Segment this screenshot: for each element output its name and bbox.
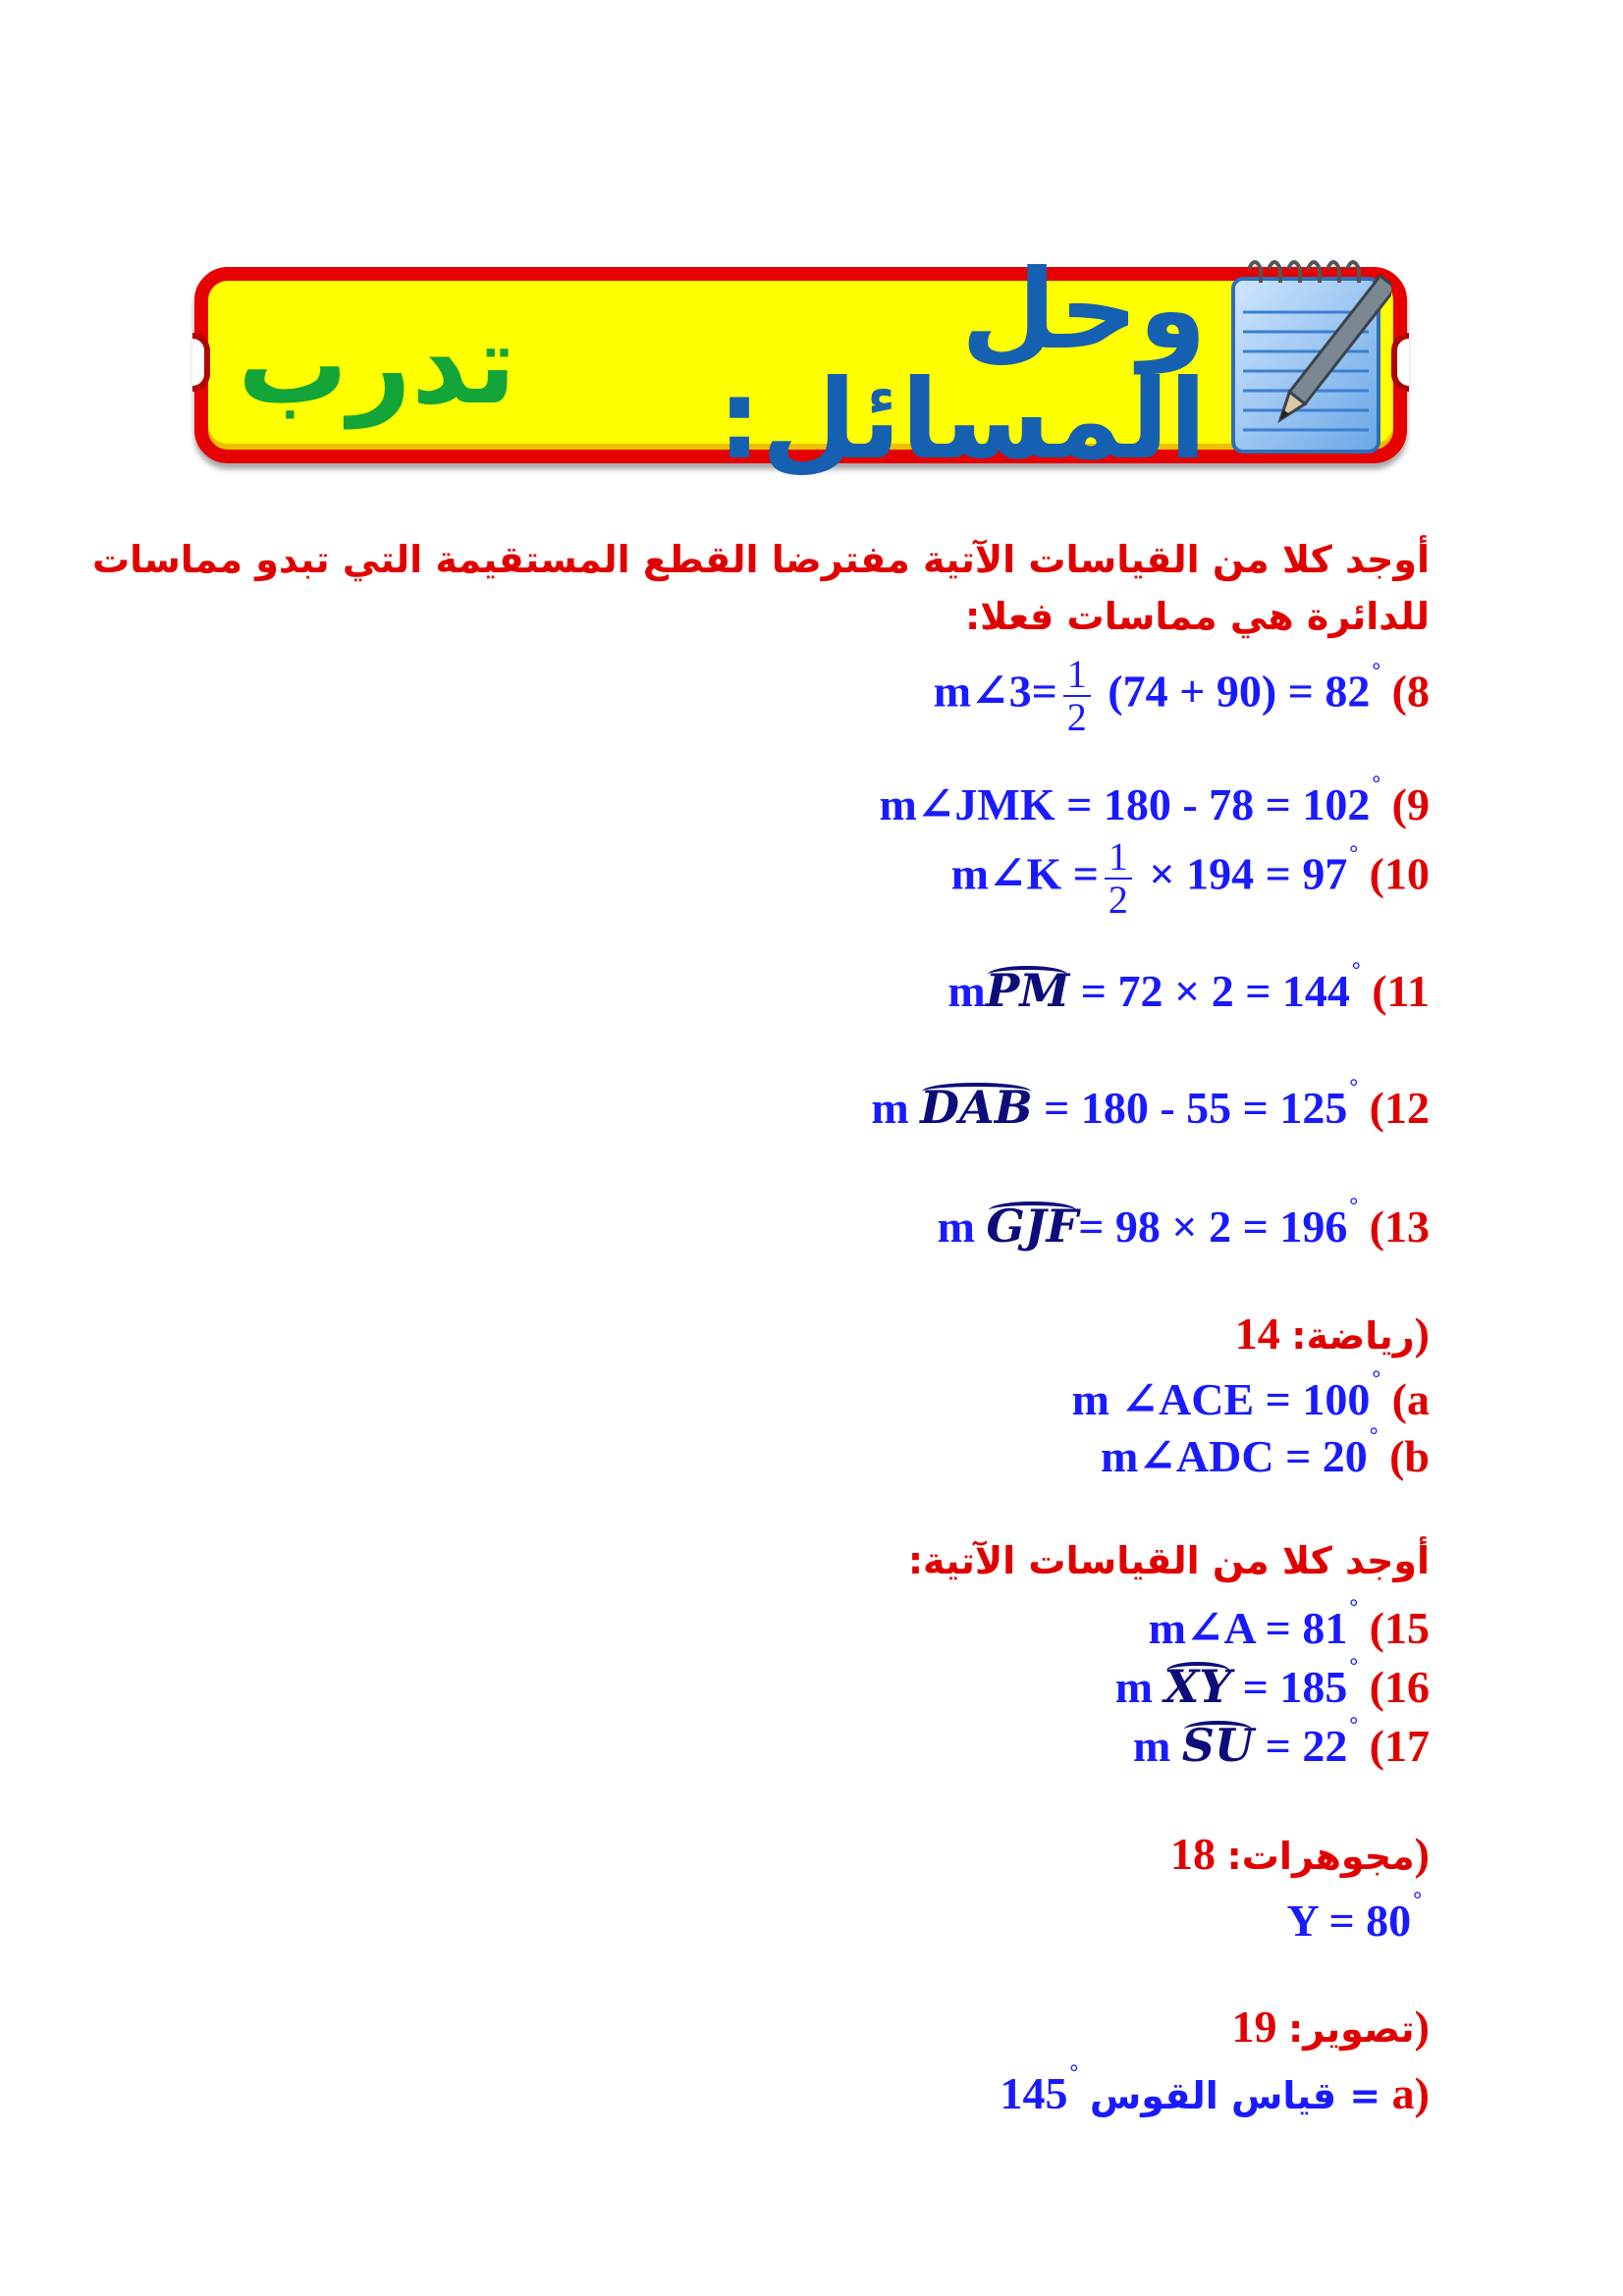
problem-15-text: m∠A = 81	[1148, 1603, 1348, 1653]
problem-16-prefix: m	[1114, 1662, 1164, 1712]
problem-8-rhs: (74 + 90) = 82	[1108, 666, 1371, 717]
problem-17-number: (17	[1369, 1721, 1430, 1771]
problem-18-answer: Y = 80°	[1286, 1887, 1422, 1946]
problem-15: m∠A = 81° (15	[1148, 1594, 1430, 1653]
problem-19a: 145° قياس القوس = a)	[1000, 2059, 1430, 2118]
problem-12: m DAB = 180 - 55 = 125° (12	[871, 1074, 1430, 1134]
problem-16: m XY = 185° (16	[1114, 1653, 1430, 1713]
problem-16-number: (16	[1369, 1662, 1430, 1712]
problem-15-number: (15	[1369, 1603, 1430, 1653]
problem-19a-value: 145	[1000, 2068, 1068, 2118]
problem-9: m∠JMK = 180 - 78 = 102° (9	[879, 771, 1430, 829]
problem-8: m∠3= $\frac{1}{2}$ (74 + 90) = 82° (8	[933, 652, 1430, 739]
section-2-heading: أوجد كلا من القياسات الآتية:	[907, 1539, 1430, 1582]
problem-17-text: = 22	[1254, 1721, 1348, 1771]
problem-16-text: = 185	[1231, 1662, 1348, 1712]
problem-14a: m ∠ACE = 100° (a	[1071, 1365, 1430, 1424]
problem-12-number: (12	[1369, 1083, 1430, 1133]
problem-9-text: m∠JMK = 180 - 78 = 102	[879, 779, 1371, 829]
problem-14a-text: m ∠ACE = 100	[1071, 1374, 1371, 1424]
problem-14b-text: m∠ADC = 20	[1101, 1431, 1368, 1481]
problem-14-number: 14)	[1234, 1308, 1430, 1359]
problem-17-prefix: m	[1132, 1721, 1182, 1771]
banner-notch-left	[192, 333, 210, 392]
problem-17: m SU = 22° (17	[1132, 1712, 1430, 1772]
problem-14b: m∠ADC = 20° (b	[1101, 1422, 1430, 1481]
arc-symbol-XY: XY	[1163, 1660, 1232, 1713]
banner-notch-right	[1391, 333, 1409, 392]
notepad-pencil-icon	[1219, 251, 1391, 462]
problem-11-text: = 72 × 2 = 144	[1069, 966, 1350, 1016]
problem-9-number: (9	[1391, 779, 1430, 829]
arc-symbol-DAB: DAB	[920, 1081, 1033, 1134]
banner-title	[238, 246, 1207, 484]
fraction-half: $\frac{1}{2}$	[1105, 836, 1132, 921]
problem-19a-label: a)	[1391, 2068, 1430, 2118]
problem-12-text: = 180 - 55 = 125	[1032, 1083, 1348, 1133]
problem-11-prefix: m	[947, 966, 986, 1016]
problem-8-number: (8	[1391, 666, 1430, 717]
fraction-half: $\frac{1}{2}$	[1063, 654, 1091, 738]
problem-18-number: 18)	[1170, 1829, 1430, 1879]
problem-19-title: تصوير:	[1288, 2007, 1415, 2051]
problem-10: m∠K = $\frac{1}{2}$ × 194 = 97° (10	[950, 834, 1430, 922]
title-banner	[194, 246, 1407, 484]
problem-10-number: (10	[1369, 848, 1430, 899]
problem-10-lhs: m∠K =	[950, 848, 1099, 899]
problem-11-number: (11	[1372, 966, 1430, 1016]
problem-19-heading	[1232, 2001, 1430, 2053]
problem-18-answer-text: Y = 80	[1286, 1896, 1412, 1946]
problem-13-number: (13	[1369, 1201, 1430, 1252]
problem-13-prefix: m	[937, 1201, 987, 1252]
problem-19-number: 19)	[1231, 2002, 1430, 2052]
problem-12-prefix: m	[871, 1083, 921, 1133]
problem-10-rhs: × 194 = 97	[1149, 848, 1348, 899]
arc-symbol-PM: PM	[985, 964, 1070, 1017]
banner-title-word1: تدرب	[238, 301, 516, 429]
intro-line-2: للدائرة هي مماسات فعلا:	[964, 595, 1430, 638]
problem-13: m GJF= 98 × 2 = 196° (13	[937, 1193, 1430, 1253]
problem-14-title: رياضة:	[1291, 1314, 1415, 1358]
problem-14a-label: (a	[1391, 1374, 1430, 1424]
problem-8-lhs: m∠3=	[933, 666, 1057, 717]
problem-11: mPM = 72 × 2 = 144° (11	[947, 957, 1430, 1017]
banner-title-word2: وحل المسائل:	[717, 246, 1207, 484]
problem-18-heading	[1170, 1828, 1430, 1880]
problem-14-heading	[1235, 1308, 1430, 1360]
arc-symbol-SU: SU	[1181, 1719, 1255, 1772]
problem-18-title: مجوهرات:	[1226, 1835, 1415, 1878]
problem-19a-text: قياس القوس =	[1089, 2074, 1381, 2117]
intro-line-1: أوجد كلا من القياسات الآتية مفترضا القطع المستقيمة التي تبدو مماسات	[91, 538, 1430, 581]
problem-14b-label: (b	[1389, 1431, 1430, 1481]
arc-symbol-GJF: GJF	[986, 1200, 1079, 1253]
problem-13-text: = 98 × 2 = 196	[1078, 1201, 1348, 1252]
